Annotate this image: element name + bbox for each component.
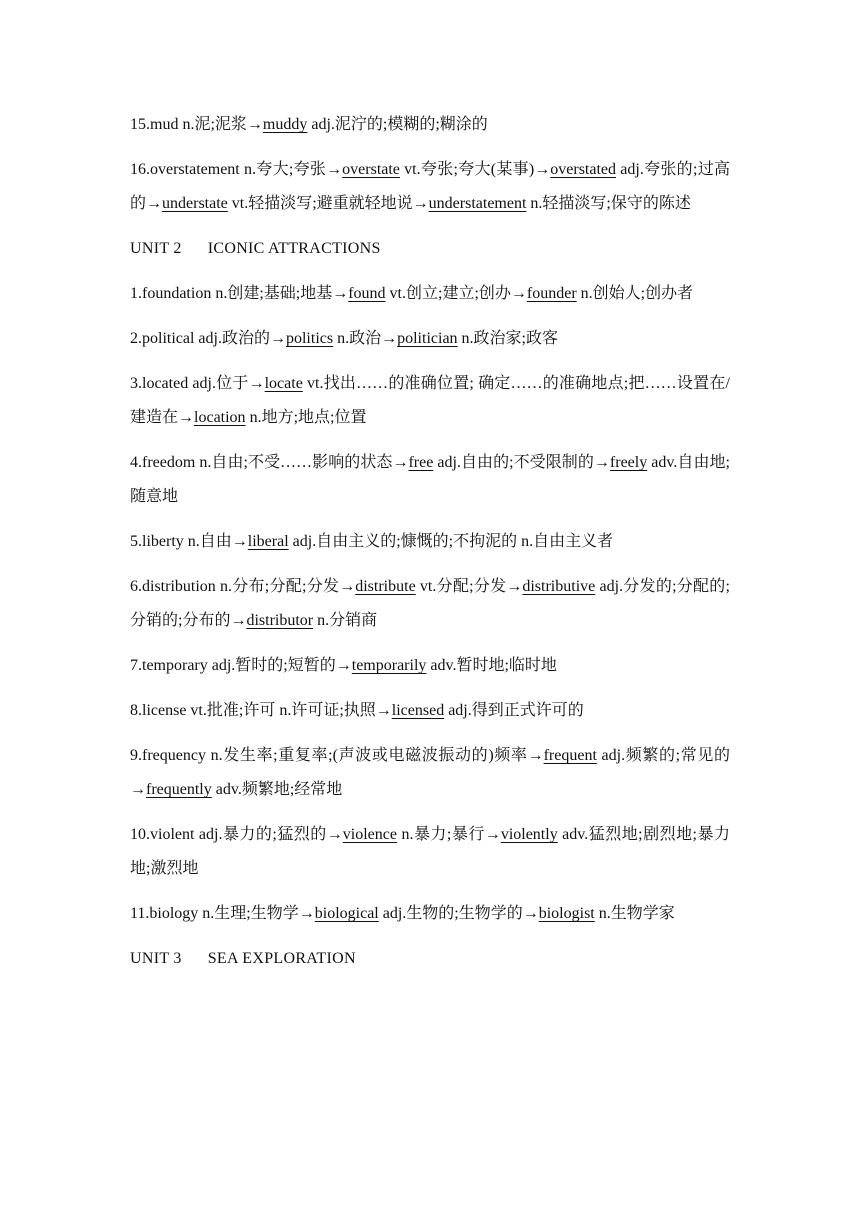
entry-text: vt.分配;分发→ [415, 578, 523, 595]
entry-text: adv.暂时地;临时地 [426, 657, 557, 674]
entry-text: 1.foundation n.创建;基础;地基→ [130, 285, 349, 302]
derived-word: free [408, 454, 434, 471]
vocab-entry-15 [130, 108, 730, 142]
derived-word: violence [342, 826, 397, 843]
entry-text: 5.liberty n.自由→ [130, 533, 248, 550]
derived-word: found [348, 285, 386, 302]
entry-text: 10.violent adj.暴力的;猛烈的→ [130, 826, 343, 843]
vocab-entry-6 [130, 570, 730, 638]
derived-word: freely [609, 454, 648, 471]
entry-text: adv.自由地;随意地 [130, 454, 730, 505]
entry-text: adv.频繁地;经常地 [211, 781, 343, 798]
entry-text: adj.频繁的;常见的→ [130, 747, 730, 798]
derived-word: temporarily [351, 657, 427, 674]
entry-text: 8.license vt.批准;许可 n.许可证;执照→ [130, 702, 392, 719]
entry-text: n.政治家;政客 [457, 330, 558, 347]
derived-word: politician [397, 330, 458, 347]
entry-text: n.轻描淡写;保守的陈述 [526, 195, 691, 212]
vocab-entry-4 [130, 446, 730, 514]
derived-word: overstated [550, 161, 617, 178]
derived-word: politics [285, 330, 334, 347]
derived-word: biologist [538, 905, 595, 922]
derived-word: overstate [342, 161, 400, 178]
vocab-entry-5 [130, 525, 730, 559]
entry-text: n.生物学家 [594, 905, 675, 922]
entry-text: adj.得到正式许可的 [444, 702, 584, 719]
vocab-entry-1 [130, 277, 730, 311]
derived-word: frequently [146, 781, 212, 798]
entry-text: adj.泥泞的;模糊的;糊涂的 [307, 116, 488, 133]
vocab-entry-10 [130, 818, 730, 886]
derived-word: understatement [428, 195, 527, 212]
vocab-entry-7 [130, 649, 730, 683]
entry-text: 9.frequency n.发生率;重复率;(声波或电磁波振动的)频率→ [130, 747, 544, 764]
entry-text: 15.mud n.泥;泥浆→ [130, 116, 263, 133]
derived-word: liberal [247, 533, 289, 550]
derived-word: founder [526, 285, 577, 302]
entry-text: adj.自由主义的;慷慨的;不拘泥的 n.自由主义者 [288, 533, 614, 550]
unit-3-heading [130, 942, 730, 976]
entry-text: adj.夸张的;过高的→ [130, 161, 730, 212]
derived-word: frequent [543, 747, 597, 764]
vocab-entry-8 [130, 694, 730, 728]
entry-text: 7.temporary adj.暂时的;短暂的→ [130, 657, 352, 674]
derived-word: muddy [262, 116, 308, 133]
unit-title: ICONIC ATTRACTIONS [207, 240, 381, 257]
entry-text: adv.猛烈地;剧烈地;暴力地;激烈地 [130, 826, 730, 877]
vocab-entry-3 [130, 367, 730, 435]
entry-text: n.分销商 [313, 612, 378, 629]
unit-label: UNIT 2 [130, 240, 182, 257]
entry-text: n.地方;地点;位置 [245, 409, 367, 426]
vocab-entry-2 [130, 322, 730, 356]
vocab-entry-9 [130, 739, 730, 807]
entry-text: 3.located adj.位于→ [130, 375, 265, 392]
derived-word: distribute [355, 578, 416, 595]
derived-word: locate [264, 375, 303, 392]
unit-label: UNIT 3 [130, 950, 182, 967]
entry-text: n.政治→ [333, 330, 398, 347]
entry-text: 11.biology n.生理;生物学→ [130, 905, 315, 922]
derived-word: distributor [246, 612, 314, 629]
entry-text: vt.找出……的准确位置; 确定……的准确地点;把……设置在/ 建造在→ [130, 375, 730, 426]
vocab-entry-11 [130, 897, 730, 931]
vocab-entry-16 [130, 153, 730, 221]
entry-text: vt.轻描淡写;避重就轻地说→ [227, 195, 429, 212]
unit-2-heading [130, 232, 730, 266]
entry-text: 6.distribution n.分布;分配;分发→ [130, 578, 356, 595]
derived-word: biological [314, 905, 379, 922]
entry-text: 4.freedom n.自由;不受……影响的状态→ [130, 454, 409, 471]
derived-word: licensed [391, 702, 445, 719]
derived-word: distributive [522, 578, 596, 595]
entry-text: 16.overstatement n.夸大;夸张→ [130, 161, 343, 178]
entry-text: n.暴力;暴行→ [396, 826, 501, 843]
unit-title: SEA EXPLORATION [207, 950, 356, 967]
entry-text: n.创始人;创办者 [576, 285, 694, 302]
derived-word: violently [500, 826, 558, 843]
entry-text: adj.分发的;分配的;分销的;分布的→ [130, 578, 730, 629]
derived-word: understate [162, 195, 228, 212]
entry-text: 2.political adj.政治的→ [130, 330, 286, 347]
derived-word: location [194, 409, 246, 426]
entry-text: vt.创立;建立;创办→ [385, 285, 527, 302]
entry-text: vt.夸张;夸大(某事)→ [399, 161, 551, 178]
entry-text: adj.生物的;生物学的→ [378, 905, 539, 922]
entry-text: adj.自由的;不受限制的→ [433, 454, 610, 471]
